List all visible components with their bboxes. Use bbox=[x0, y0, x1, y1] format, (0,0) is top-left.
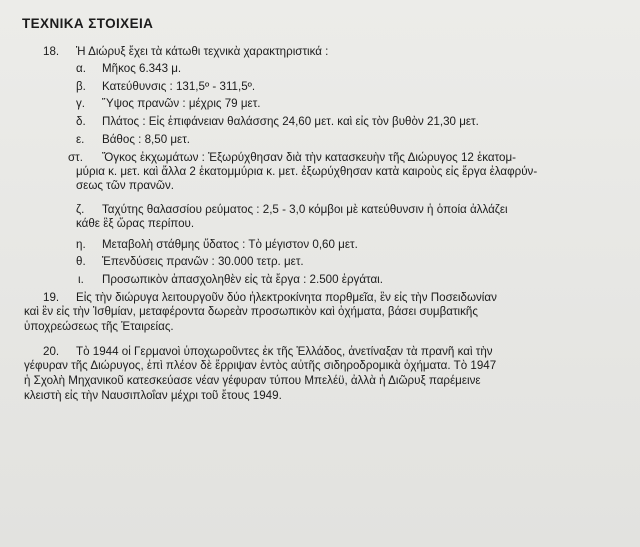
item-mark-theta: θ. bbox=[76, 255, 86, 268]
paragraph-20-line-1: Τὸ 1944 οἱ Γερμανοὶ ὑποχωροῦντες ἐκ τῆς Ἑλλάδος, ἀνετίναξαν τὰ πρανῆ καὶ τὴν bbox=[76, 345, 493, 358]
item-mark-alpha: α. bbox=[76, 62, 86, 75]
item-text-eta: Μεταβολὴ στάθμης ὕδατος : Τὸ μέγιστον 0,60 μετ. bbox=[102, 238, 358, 251]
item-mark-beta: β. bbox=[76, 80, 86, 93]
item-text-zeta: Ταχύτης θαλασσίου ρεύματος : 2,5 - 3,0 κόμβοι μὲ κατεύθυνσιν ἡ ὁποία ἀλλάζει bbox=[102, 203, 508, 216]
item-mark-gamma: γ. bbox=[76, 97, 86, 110]
paragraph-19-line-1: Εἰς τὴν διώρυγα λειτουργοῦν δύο ἠλεκτροκίνητα πορθμεῖα, ἓν εἰς τὴν Ποσειδωνίαν bbox=[76, 291, 497, 304]
paragraph-20-line-4: κλειστὴ εἰς τὴν Ναυσιπλοΐαν μέχρι τοῦ ἔτους 1949. bbox=[24, 389, 282, 402]
item-text-beta: Κατεύθυνσις : 131,5º - 311,5º. bbox=[102, 80, 256, 93]
paragraph-18-intro: Ἡ Διώρυξ ἔχει τὰ κάτωθι τεχνικὰ χαρακτηριστικά : bbox=[76, 45, 329, 58]
item-mark-eta: η. bbox=[76, 238, 86, 251]
item-mark-delta: δ. bbox=[76, 115, 86, 128]
item-text-stigma-cont-2: σεως τῶν πρανῶν. bbox=[76, 179, 174, 192]
paragraph-19-line-2: καὶ ἓν εἰς τὴν Ἰσθμίαν, μεταφέροντα δωρεὰν προσωπικὸν καὶ ὀχήματα, βάσει συμβατικῆς bbox=[24, 305, 478, 318]
section-heading: ΤΕΧΝΙΚΑ ΣΤΟΙΧΕΙΑ bbox=[22, 16, 154, 31]
item-text-stigma: Ὄγκος ἐκχωμάτων : Ἐξωρύχθησαν διὰ τὴν κατασκευὴν τῆς Διώρυγος 12 ἑκατομ- bbox=[102, 151, 516, 164]
paragraph-number-20: 20. bbox=[43, 345, 60, 358]
item-mark-epsilon: ε. bbox=[76, 133, 85, 146]
item-text-zeta-cont: κάθε ἓξ ὥρας περίπου. bbox=[76, 217, 195, 230]
item-text-delta: Πλάτος : Εἰς ἐπιφάνειαν θαλάσσης 24,60 μετ. καὶ εἰς τὸν βυθὸν 21,30 μετ. bbox=[102, 115, 479, 128]
paragraph-20-line-3: ἡ Σχολὴ Μηχανικοῦ κατεσκεύασε νέαν γέφυραν τύπου Μπελέϋ, ἀλλὰ ἡ Διῶρυξ παρέμεινε bbox=[24, 374, 481, 387]
item-text-epsilon: Βάθος : 8,50 μετ. bbox=[102, 133, 191, 146]
item-text-gamma: Ὕψος πρανῶν : μέχρις 79 μετ. bbox=[102, 97, 261, 110]
item-text-iota: Προσωπικὸν ἀπασχοληθὲν εἰς τὰ ἔργα : 2.500 ἐργάται. bbox=[102, 273, 383, 286]
item-text-theta: Ἐπενδύσεις πρανῶν : 30.000 τετρ. μετ. bbox=[102, 255, 304, 268]
item-mark-iota: ι. bbox=[78, 273, 84, 286]
paragraph-20-line-2: γέφυραν τῆς Διώρυγος, ἐπὶ πλέον δὲ ἔρριψαν ἐντὸς αὐτῆς σιδηροδρομικὰ ὀχήματα. Τὸ 1947 bbox=[24, 359, 497, 372]
paragraph-number-19: 19. bbox=[43, 291, 60, 304]
item-mark-zeta: ζ. bbox=[76, 203, 85, 216]
paragraph-number-18: 18. bbox=[43, 45, 60, 58]
item-mark-stigma: στ. bbox=[68, 151, 83, 164]
item-text-stigma-cont-1: μύρια κ. μετ. καὶ ἄλλα 2 ἑκατομμύρια κ. μετ. ἐξωρύχθησαν κατὰ καιροὺς εἰς ἔργα ἐλαφρύν- bbox=[76, 165, 538, 178]
paragraph-19-line-3: ὑποχρεώσεως τῆς Ἑταιρείας. bbox=[24, 320, 174, 333]
item-text-alpha: Μῆκος 6.343 μ. bbox=[102, 62, 182, 75]
